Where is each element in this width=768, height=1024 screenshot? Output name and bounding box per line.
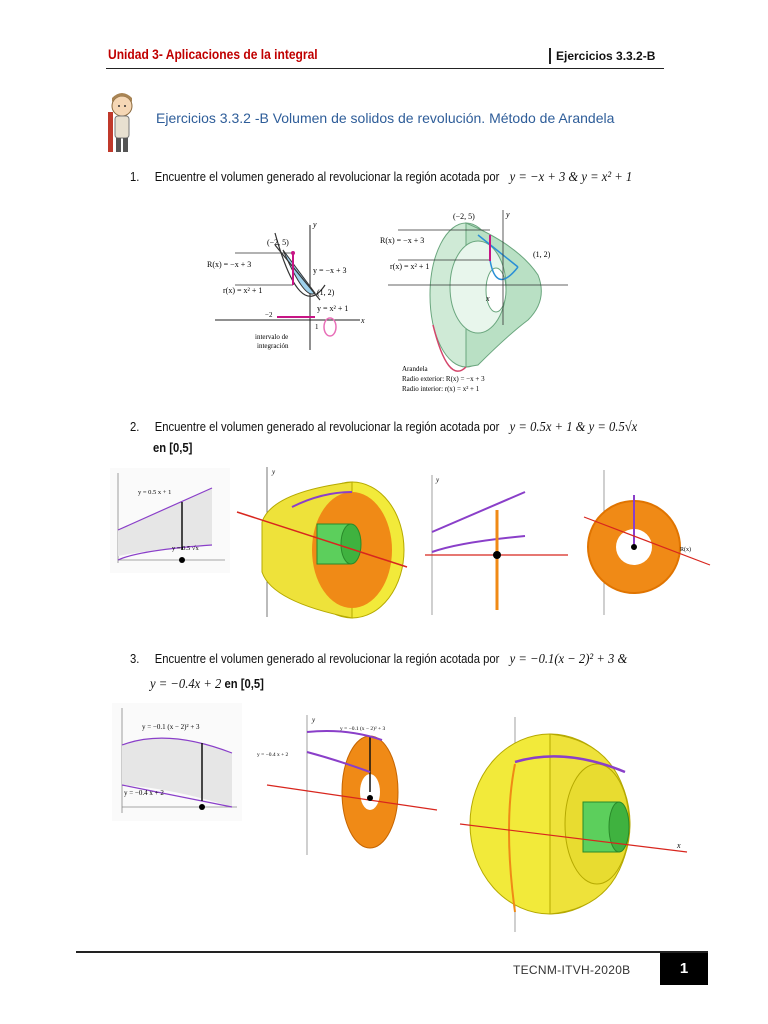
- problem-number: 3.: [130, 652, 140, 666]
- page-title: Ejercicios 3.3.2 -B Volumen de solidos de revolución. Método de Arandela: [156, 110, 615, 126]
- problem-text: Encuentre el volumen generado al revolucionar la región acotada por: [154, 652, 500, 666]
- problem-2-range: en [0,5]: [153, 441, 193, 455]
- tick-negative: −2: [265, 311, 273, 319]
- caption-washer: Arandela: [402, 365, 428, 373]
- problem-2-solid-3d: [232, 462, 412, 622]
- lower-curve-label: y = 0.5 √x: [172, 545, 199, 552]
- problem-equation: y = 0.5x + 1 & y = 0.5√x: [509, 420, 638, 435]
- problem-number: 2.: [130, 420, 140, 434]
- problem-3-range: en [0,5]: [224, 677, 264, 691]
- tick-positive: 1: [315, 323, 319, 331]
- upper-curve-label: y = −0.1 (x − 2)² + 3: [142, 723, 200, 731]
- caption-inner-radius: Radio interior: r(x) = x² + 1: [402, 385, 480, 393]
- unit-title: Unidad 3- Aplicaciones de la integral: [108, 46, 318, 62]
- y-axis-label: y: [272, 468, 276, 476]
- x-axis-label: x: [361, 316, 365, 325]
- y-axis-label: y: [506, 210, 510, 219]
- line-label: y = −x + 3: [313, 266, 347, 275]
- problem-2-washer: [582, 465, 712, 620]
- parabola-label: y = x² + 1: [317, 304, 349, 313]
- problem-equation: y = −0.1(x − 2)² + 3 &: [509, 652, 628, 667]
- problem-3: [130, 652, 627, 668]
- problem-text: Encuentre el volumen generado al revolucionar la región acotada por: [154, 420, 500, 434]
- point-a-label: (−2, 5): [453, 212, 475, 221]
- inner-radius-label: r(x) = x² + 1: [390, 262, 430, 271]
- outer-radius-label: R(x) = −x + 3: [207, 260, 252, 269]
- problem-1: [130, 170, 632, 186]
- radius-label: R(x): [680, 547, 691, 553]
- problem-text: Encuentre el volumen generado al revolucionar la región acotada por: [154, 170, 500, 184]
- lower-curve-label: y = −0.4 x + 2: [257, 752, 289, 758]
- problem-3-solid-3d: [455, 712, 695, 937]
- problem-3-line2: [150, 677, 264, 693]
- page-number: 1: [660, 953, 708, 985]
- problem-2: [130, 420, 637, 436]
- lower-curve-label: y = −0.4 x + 2: [124, 789, 164, 797]
- inner-radius-label: r(x) = x² + 1: [223, 286, 263, 295]
- interval-label-2: integración: [257, 342, 289, 350]
- interval-label-1: intervalo de: [255, 333, 289, 341]
- caption-outer-radius: Radio exterior: R(x) = −x + 3: [402, 375, 485, 383]
- y-axis-label: y: [313, 220, 317, 229]
- y-axis-label: y: [312, 716, 316, 724]
- point-b-label: (1, 2): [317, 288, 335, 297]
- point-b-label: (1, 2): [533, 250, 551, 259]
- problem-3-region-plot: [112, 703, 242, 821]
- problem-equation: y = −x + 3 & y = x² + 1: [509, 170, 633, 185]
- footer-institution: TECNM-ITVH-2020B: [513, 963, 631, 977]
- student-mascot-icon: [100, 92, 140, 156]
- point-a-label: (−2, 5): [267, 238, 289, 247]
- problem-2-region-plot: [110, 468, 230, 573]
- problem-number: 1.: [130, 170, 140, 184]
- problem-equation-2: y = −0.4x + 2: [150, 677, 222, 692]
- problem-1-washer-figure: [378, 205, 578, 400]
- x-axis-label: x: [486, 294, 490, 303]
- y-axis-label: y: [436, 476, 440, 484]
- header-divider: [106, 68, 664, 69]
- footer-divider: [76, 951, 708, 953]
- upper-curve-label: y = 0.5 x + 1: [138, 489, 172, 496]
- upper-curve-label: y = −0.1 (x − 2)² + 3: [340, 726, 386, 732]
- outer-radius-label: R(x) = −x + 3: [380, 236, 425, 245]
- problem-3-washer-3d: [252, 710, 442, 860]
- x-axis-label: x: [677, 841, 681, 850]
- problem-1-region-figure: [205, 205, 370, 355]
- exercise-reference: Ejercicios 3.3.2-B: [549, 48, 655, 64]
- problem-2-cross-section: [420, 470, 570, 620]
